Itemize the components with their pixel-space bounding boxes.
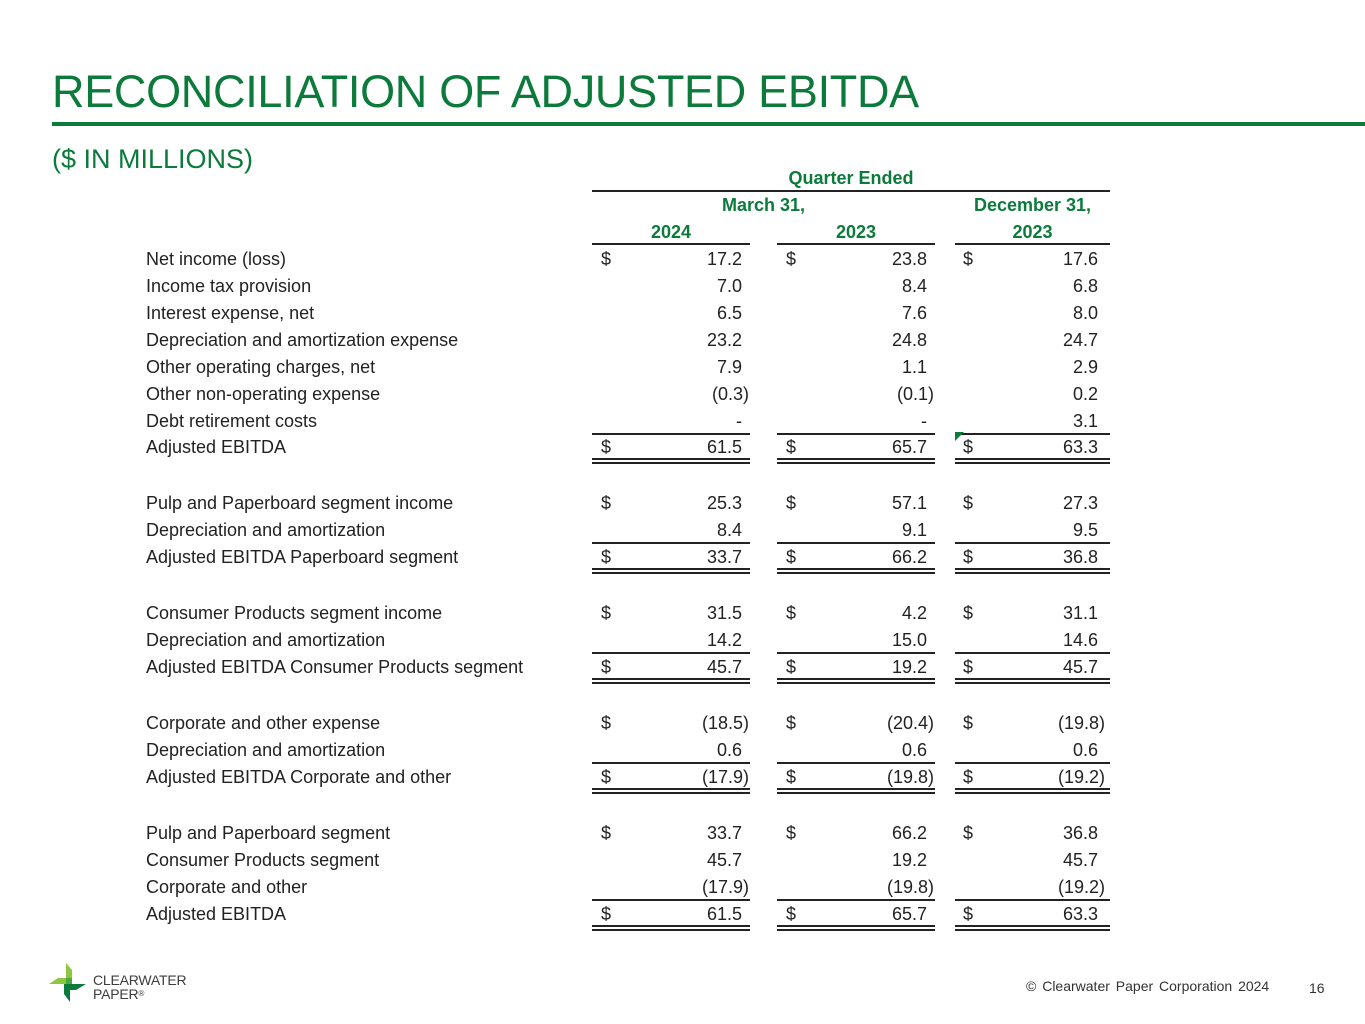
cell-value: 0.6 (1072, 740, 1098, 760)
row-label: Depreciation and amortization (146, 630, 386, 650)
cell-value: 1.1 (901, 357, 927, 377)
cell-value: 45.7 (706, 657, 742, 677)
logo-text-line2 (93, 987, 144, 1001)
currency-symbol: $ (786, 603, 797, 623)
cell-value: 45.7 (1062, 850, 1098, 870)
clearwater-leaf-icon (46, 960, 90, 1004)
total-double-rule (592, 788, 750, 794)
row-label: Corporate and other (146, 877, 308, 897)
table-row (0, 434, 1365, 461)
cell-value: 45.7 (1062, 657, 1098, 677)
header-rule-quarter (592, 190, 1110, 192)
total-double-rule (777, 788, 935, 794)
currency-symbol: $ (786, 249, 797, 269)
table-row (0, 847, 1365, 874)
page-subtitle: ($ IN MILLIONS) (52, 144, 254, 174)
page-number: 16 (1309, 980, 1325, 996)
row-label: Other operating charges, net (146, 357, 376, 377)
row-label: Net income (loss) (146, 249, 287, 269)
currency-symbol: $ (786, 657, 797, 677)
cell-value: 14.2 (706, 630, 742, 650)
row-label: Corporate and other expense (146, 713, 381, 733)
row-label: Depreciation and amortization (146, 520, 386, 540)
cell-value: (19.8) (1057, 713, 1105, 733)
table-row (0, 354, 1365, 381)
cell-value: 65.7 (891, 437, 927, 457)
cell-value: 23.8 (891, 249, 927, 269)
currency-symbol: $ (601, 493, 612, 513)
total-double-rule (777, 678, 935, 684)
currency-symbol: $ (963, 904, 974, 924)
cell-value: 33.7 (706, 547, 742, 567)
cell-value: 19.2 (891, 657, 927, 677)
table-row (0, 544, 1365, 571)
cell-value: 0.6 (901, 740, 927, 760)
cell-value: 57.1 (891, 493, 927, 513)
cell-value: 23.2 (706, 330, 742, 350)
currency-symbol: $ (601, 823, 612, 843)
cell-value: 19.2 (891, 850, 927, 870)
row-label: Pulp and Paperboard segment (146, 823, 391, 843)
company-logo (46, 960, 206, 1004)
cell-value: - (921, 411, 927, 431)
row-label: Adjusted EBITDA (146, 904, 287, 924)
table-row (0, 300, 1365, 327)
currency-symbol: $ (963, 603, 974, 623)
cell-value: 3.1 (1072, 411, 1098, 431)
total-double-rule (955, 458, 1110, 464)
cell-marker-icon (955, 432, 964, 441)
row-label: Adjusted EBITDA Consumer Products segment (146, 657, 524, 677)
total-double-rule (777, 925, 935, 931)
table-row (0, 246, 1365, 273)
currency-symbol: $ (601, 437, 612, 457)
total-double-rule (592, 568, 750, 574)
cell-value: 24.7 (1062, 330, 1098, 350)
total-double-rule (592, 458, 750, 464)
total-double-rule (955, 788, 1110, 794)
table-row (0, 901, 1365, 928)
cell-value: (19.2) (1057, 877, 1105, 897)
currency-symbol: $ (786, 823, 797, 843)
cell-value: 0.2 (1072, 384, 1098, 404)
currency-symbol: $ (963, 437, 974, 457)
row-label: Consumer Products segment income (146, 603, 443, 623)
cell-value: 31.1 (1062, 603, 1098, 623)
logo-text-line1: CLEARWATER (93, 972, 187, 988)
cell-value: - (736, 411, 742, 431)
header-year-2023-december: 2023 (1012, 222, 1053, 242)
total-double-rule (592, 925, 750, 931)
cell-value: 2.9 (1072, 357, 1098, 377)
currency-symbol: $ (601, 713, 612, 733)
currency-symbol: $ (963, 713, 974, 733)
total-double-rule (592, 678, 750, 684)
cell-value: (19.8) (886, 877, 934, 897)
cell-value: 17.2 (706, 249, 742, 269)
total-double-rule (955, 568, 1110, 574)
header-rule-col2 (777, 243, 935, 245)
row-label: Adjusted EBITDA Paperboard segment (146, 547, 459, 567)
logo-text-paper: PAPER (93, 986, 139, 1002)
cell-value: 15.0 (891, 630, 927, 650)
row-label: Depreciation and amortization expense (146, 330, 459, 350)
row-label: Depreciation and amortization (146, 740, 386, 760)
cell-value: 45.7 (706, 850, 742, 870)
table-row (0, 381, 1365, 408)
table-row (0, 820, 1365, 847)
cell-value: 8.4 (716, 520, 742, 540)
cell-value: (18.5) (701, 713, 749, 733)
currency-symbol: $ (601, 767, 612, 787)
header-december: December 31, (973, 195, 1092, 215)
table-row (0, 408, 1365, 435)
cell-value: (0.1) (896, 384, 934, 404)
cell-value: 36.8 (1062, 823, 1098, 843)
cell-value: 9.1 (901, 520, 927, 540)
currency-symbol: $ (963, 657, 974, 677)
currency-symbol: $ (601, 249, 612, 269)
title-rule (52, 122, 1365, 126)
currency-symbol: $ (963, 493, 974, 513)
cell-value: 14.6 (1062, 630, 1098, 650)
cell-value: 63.3 (1062, 904, 1098, 924)
table-row (0, 600, 1365, 627)
cell-value: 8.0 (1072, 303, 1098, 323)
currency-symbol: $ (601, 657, 612, 677)
cell-value: 66.2 (891, 823, 927, 843)
row-label: Pulp and Paperboard segment income (146, 493, 454, 513)
logo-registered-mark: ® (138, 989, 145, 998)
currency-symbol: $ (963, 249, 974, 269)
cell-value: 63.3 (1062, 437, 1098, 457)
cell-value: 6.8 (1072, 276, 1098, 296)
currency-symbol: $ (786, 767, 797, 787)
currency-symbol: $ (786, 904, 797, 924)
row-label: Other non-operating expense (146, 384, 381, 404)
row-label: Adjusted EBITDA (146, 437, 287, 457)
header-march: March 31, (721, 195, 806, 215)
cell-value: 7.9 (716, 357, 742, 377)
cell-value: 31.5 (706, 603, 742, 623)
currency-symbol: $ (963, 767, 974, 787)
total-double-rule (955, 678, 1110, 684)
header-rule-col3 (955, 243, 1110, 245)
header-quarter-ended: Quarter Ended (788, 168, 914, 188)
cell-value: 36.8 (1062, 547, 1098, 567)
cell-value: (20.4) (886, 713, 934, 733)
cell-value: 6.5 (716, 303, 742, 323)
row-label: Debt retirement costs (146, 411, 318, 431)
cell-value: 27.3 (1062, 493, 1098, 513)
cell-value: 33.7 (706, 823, 742, 843)
row-label: Interest expense, net (146, 303, 315, 323)
copyright-text: © Clearwater Paper Corporation 2024 (1026, 978, 1270, 994)
cell-value: 61.5 (706, 904, 742, 924)
table-row (0, 517, 1365, 544)
cell-value: 25.3 (706, 493, 742, 513)
cell-value: 9.5 (1072, 520, 1098, 540)
total-double-rule (777, 458, 935, 464)
currency-symbol: $ (786, 547, 797, 567)
row-label: Consumer Products segment (146, 850, 380, 870)
table-row (0, 654, 1365, 681)
row-label: Adjusted EBITDA Corporate and other (146, 767, 452, 787)
cell-value: (19.2) (1057, 767, 1105, 787)
table-row (0, 627, 1365, 654)
row-label: Income tax provision (146, 276, 312, 296)
header-year-2024: 2024 (650, 222, 692, 242)
cell-value: 0.6 (716, 740, 742, 760)
cell-value: 66.2 (891, 547, 927, 567)
currency-symbol: $ (601, 603, 612, 623)
header-year-2023-march: 2023 (835, 222, 877, 242)
table-row (0, 490, 1365, 517)
cell-value: (0.3) (711, 384, 749, 404)
currency-symbol: $ (963, 823, 974, 843)
cell-value: 17.6 (1062, 249, 1098, 269)
currency-symbol: $ (601, 904, 612, 924)
currency-symbol: $ (786, 713, 797, 733)
cell-value: 4.2 (901, 603, 927, 623)
cell-value: (17.9) (701, 877, 749, 897)
cell-value: 65.7 (891, 904, 927, 924)
currency-symbol: $ (601, 547, 612, 567)
cell-value: 7.6 (901, 303, 927, 323)
table-row (0, 710, 1365, 737)
page-title: RECONCILIATION OF ADJUSTED EBITDA (52, 66, 919, 117)
cell-value: (19.8) (886, 767, 934, 787)
header-rule-col1 (592, 243, 750, 245)
table-row (0, 764, 1365, 791)
cell-value: 7.0 (716, 276, 742, 296)
total-double-rule (955, 925, 1110, 931)
table-row (0, 737, 1365, 764)
currency-symbol: $ (786, 493, 797, 513)
cell-value: 8.4 (901, 276, 927, 296)
table-row (0, 874, 1365, 901)
total-double-rule (777, 568, 935, 574)
cell-value: 24.8 (891, 330, 927, 350)
table-row (0, 327, 1365, 354)
currency-symbol: $ (786, 437, 797, 457)
cell-value: 61.5 (706, 437, 742, 457)
table-row (0, 273, 1365, 300)
cell-value: (17.9) (701, 767, 749, 787)
currency-symbol: $ (963, 547, 974, 567)
